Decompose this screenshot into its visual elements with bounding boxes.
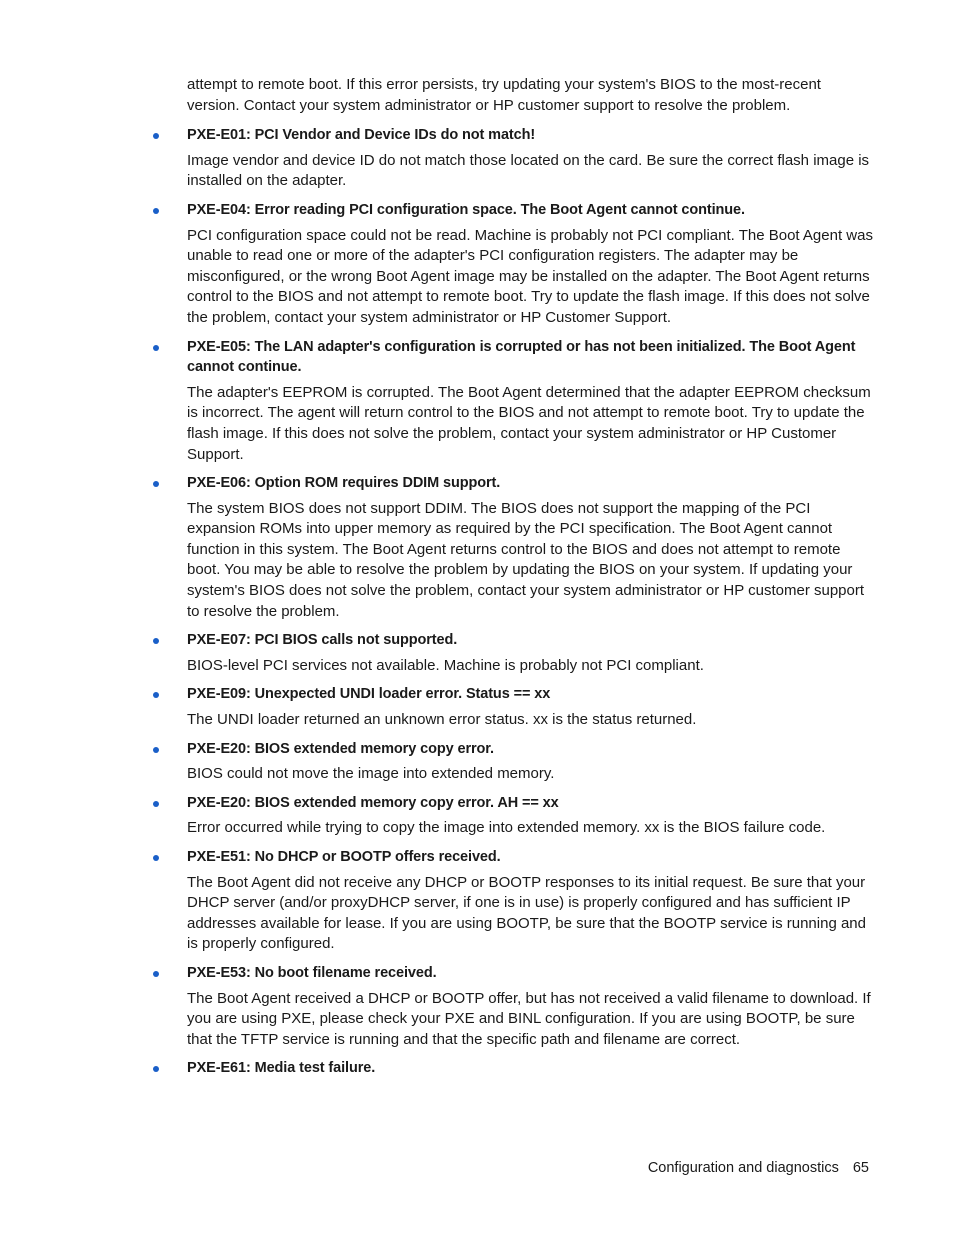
bullet-icon xyxy=(153,638,159,644)
footer-section-title: Configuration and diagnostics xyxy=(647,1160,839,1176)
error-description: The system BIOS does not support DDIM. The BIOS does not support the mapping of the PCI expansion ROMs into upper memory as required by the PCI specification. The Boot Agent cannot function in this system. The Boot Agent returns control to the BIOS and does not attempt to remote boot. You may be able to resolve the problem by updating the BIOS on your system. If updating your system's BIOS does not solve the problem, contact your system administrator or HP customer support to resolve the problem. xyxy=(187,499,865,620)
intro-paragraph: attempt to remote boot. If this error persists, try updating your system's BIOS to the most-recent version. Contact your system administrator or HP customer support to resolve the problem. xyxy=(187,76,821,114)
error-title xyxy=(187,200,873,221)
error-description: BIOS-level PCI services not available. Machine is probably not PCI compliant. xyxy=(187,656,704,674)
error-title-text: PXE-E61: Media test failure. xyxy=(187,1060,376,1077)
bullet-icon xyxy=(153,801,159,807)
error-entry xyxy=(187,963,873,1050)
bullet-icon xyxy=(153,345,159,351)
error-title-text: PXE-E51: No DHCP or BOOTP offers received. xyxy=(187,849,501,865)
error-title-text: PXE-E06: Option ROM requires DDIM support. xyxy=(187,475,501,492)
error-description: Image vendor and device ID do not match those located on the card. Be sure the correct flash image is installed on the adapter. xyxy=(187,151,870,190)
error-description: The Boot Agent did not receive any DHCP or BOOTP responses to its initial request. Be sure that your DHCP server (and/or proxyDHCP server, if one is in use) is properly configured and has sufficient IP addresses available for lease. If you are using BOOTP, be sure that the BOOTP service is running and is properly configured. xyxy=(187,873,866,953)
error-entry xyxy=(187,337,873,466)
error-description: The UNDI loader returned an unknown error status. xx is the status returned. xyxy=(187,711,697,729)
error-title-text: PXE-E09: Unexpected UNDI loader error. Status == xx xyxy=(187,686,551,703)
error-description: PCI configuration space could not be read. Machine is probably not PCI compliant. The Boot Agent was unable to read one or more of the adapter's PCI configuration registers. The adapter may be misconfigured, or the wrong Boot Agent image may be installed on the adapter. The Boot Agent returns control to the BIOS and not attempt to remote boot. Try to update the flash image. If this does not solve the problem, contact your system administrator or HP Customer Support. xyxy=(187,226,873,326)
error-title xyxy=(187,1058,873,1079)
error-title-text: PXE-E07: PCI BIOS calls not supported. xyxy=(187,632,458,649)
bullet-icon xyxy=(153,971,159,977)
page-number: 65 xyxy=(852,1160,869,1176)
error-title xyxy=(187,847,873,868)
page-content xyxy=(187,75,873,1085)
error-title xyxy=(187,963,873,984)
error-description: The Boot Agent received a DHCP or BOOTP offer, but has not received a valid filename to download. If you are using PXE, please check your PXE and BINL configuration. If you are using BOOTP, be sure that the TFTP service is running and that the specific path and filename are correct. xyxy=(187,989,871,1048)
page-footer xyxy=(648,1158,869,1178)
bullet-icon xyxy=(153,133,159,139)
bullet-icon xyxy=(153,1066,159,1072)
error-entry xyxy=(187,739,873,785)
error-entry xyxy=(187,473,873,622)
error-entry xyxy=(187,1058,873,1079)
error-entry xyxy=(187,847,873,955)
bullet-icon xyxy=(153,855,159,861)
error-description: BIOS could not move the image into extended memory. xyxy=(187,765,555,783)
error-entry xyxy=(187,793,873,839)
error-title xyxy=(187,684,873,705)
error-title xyxy=(187,125,873,146)
error-entry xyxy=(187,200,873,329)
error-title-text: PXE-E20: BIOS extended memory copy error. AH == xx xyxy=(187,794,559,811)
bullet-icon xyxy=(153,208,159,214)
error-entry xyxy=(187,125,873,192)
error-entry xyxy=(187,684,873,730)
error-title-text: PXE-E01: PCI Vendor and Device IDs do not match! xyxy=(187,127,536,144)
error-title xyxy=(187,630,873,651)
error-description: The adapter's EEPROM is corrupted. The Boot Agent determined that the adapter EEPROM checksum is incorrect. The agent will return control to the BIOS and not attempt to remote boot. Try to update the flash image. If this does not solve the problem, contact your system administrator or HP Customer Support. xyxy=(187,383,871,463)
error-title xyxy=(187,337,873,378)
bullet-icon xyxy=(153,747,159,753)
error-title-text: PXE-E05: The LAN adapter's configuration is corrupted or has not been initialized. The Boot Agent cannot continue. xyxy=(187,338,856,376)
error-title xyxy=(187,473,873,494)
error-title-text: PXE-E20: BIOS extended memory copy error. xyxy=(187,740,494,757)
error-entry xyxy=(187,630,873,676)
error-description: Error occurred while trying to copy the image into extended memory. xx is the BIOS failure code. xyxy=(187,819,826,837)
error-title-text: PXE-E53: No boot filename received. xyxy=(187,964,437,981)
bullet-icon xyxy=(153,692,159,698)
error-title xyxy=(187,739,873,760)
error-title-text: PXE-E04: Error reading PCI configuration space. The Boot Agent cannot continue. xyxy=(187,201,745,218)
bullet-icon xyxy=(153,481,159,487)
error-title xyxy=(187,793,873,814)
